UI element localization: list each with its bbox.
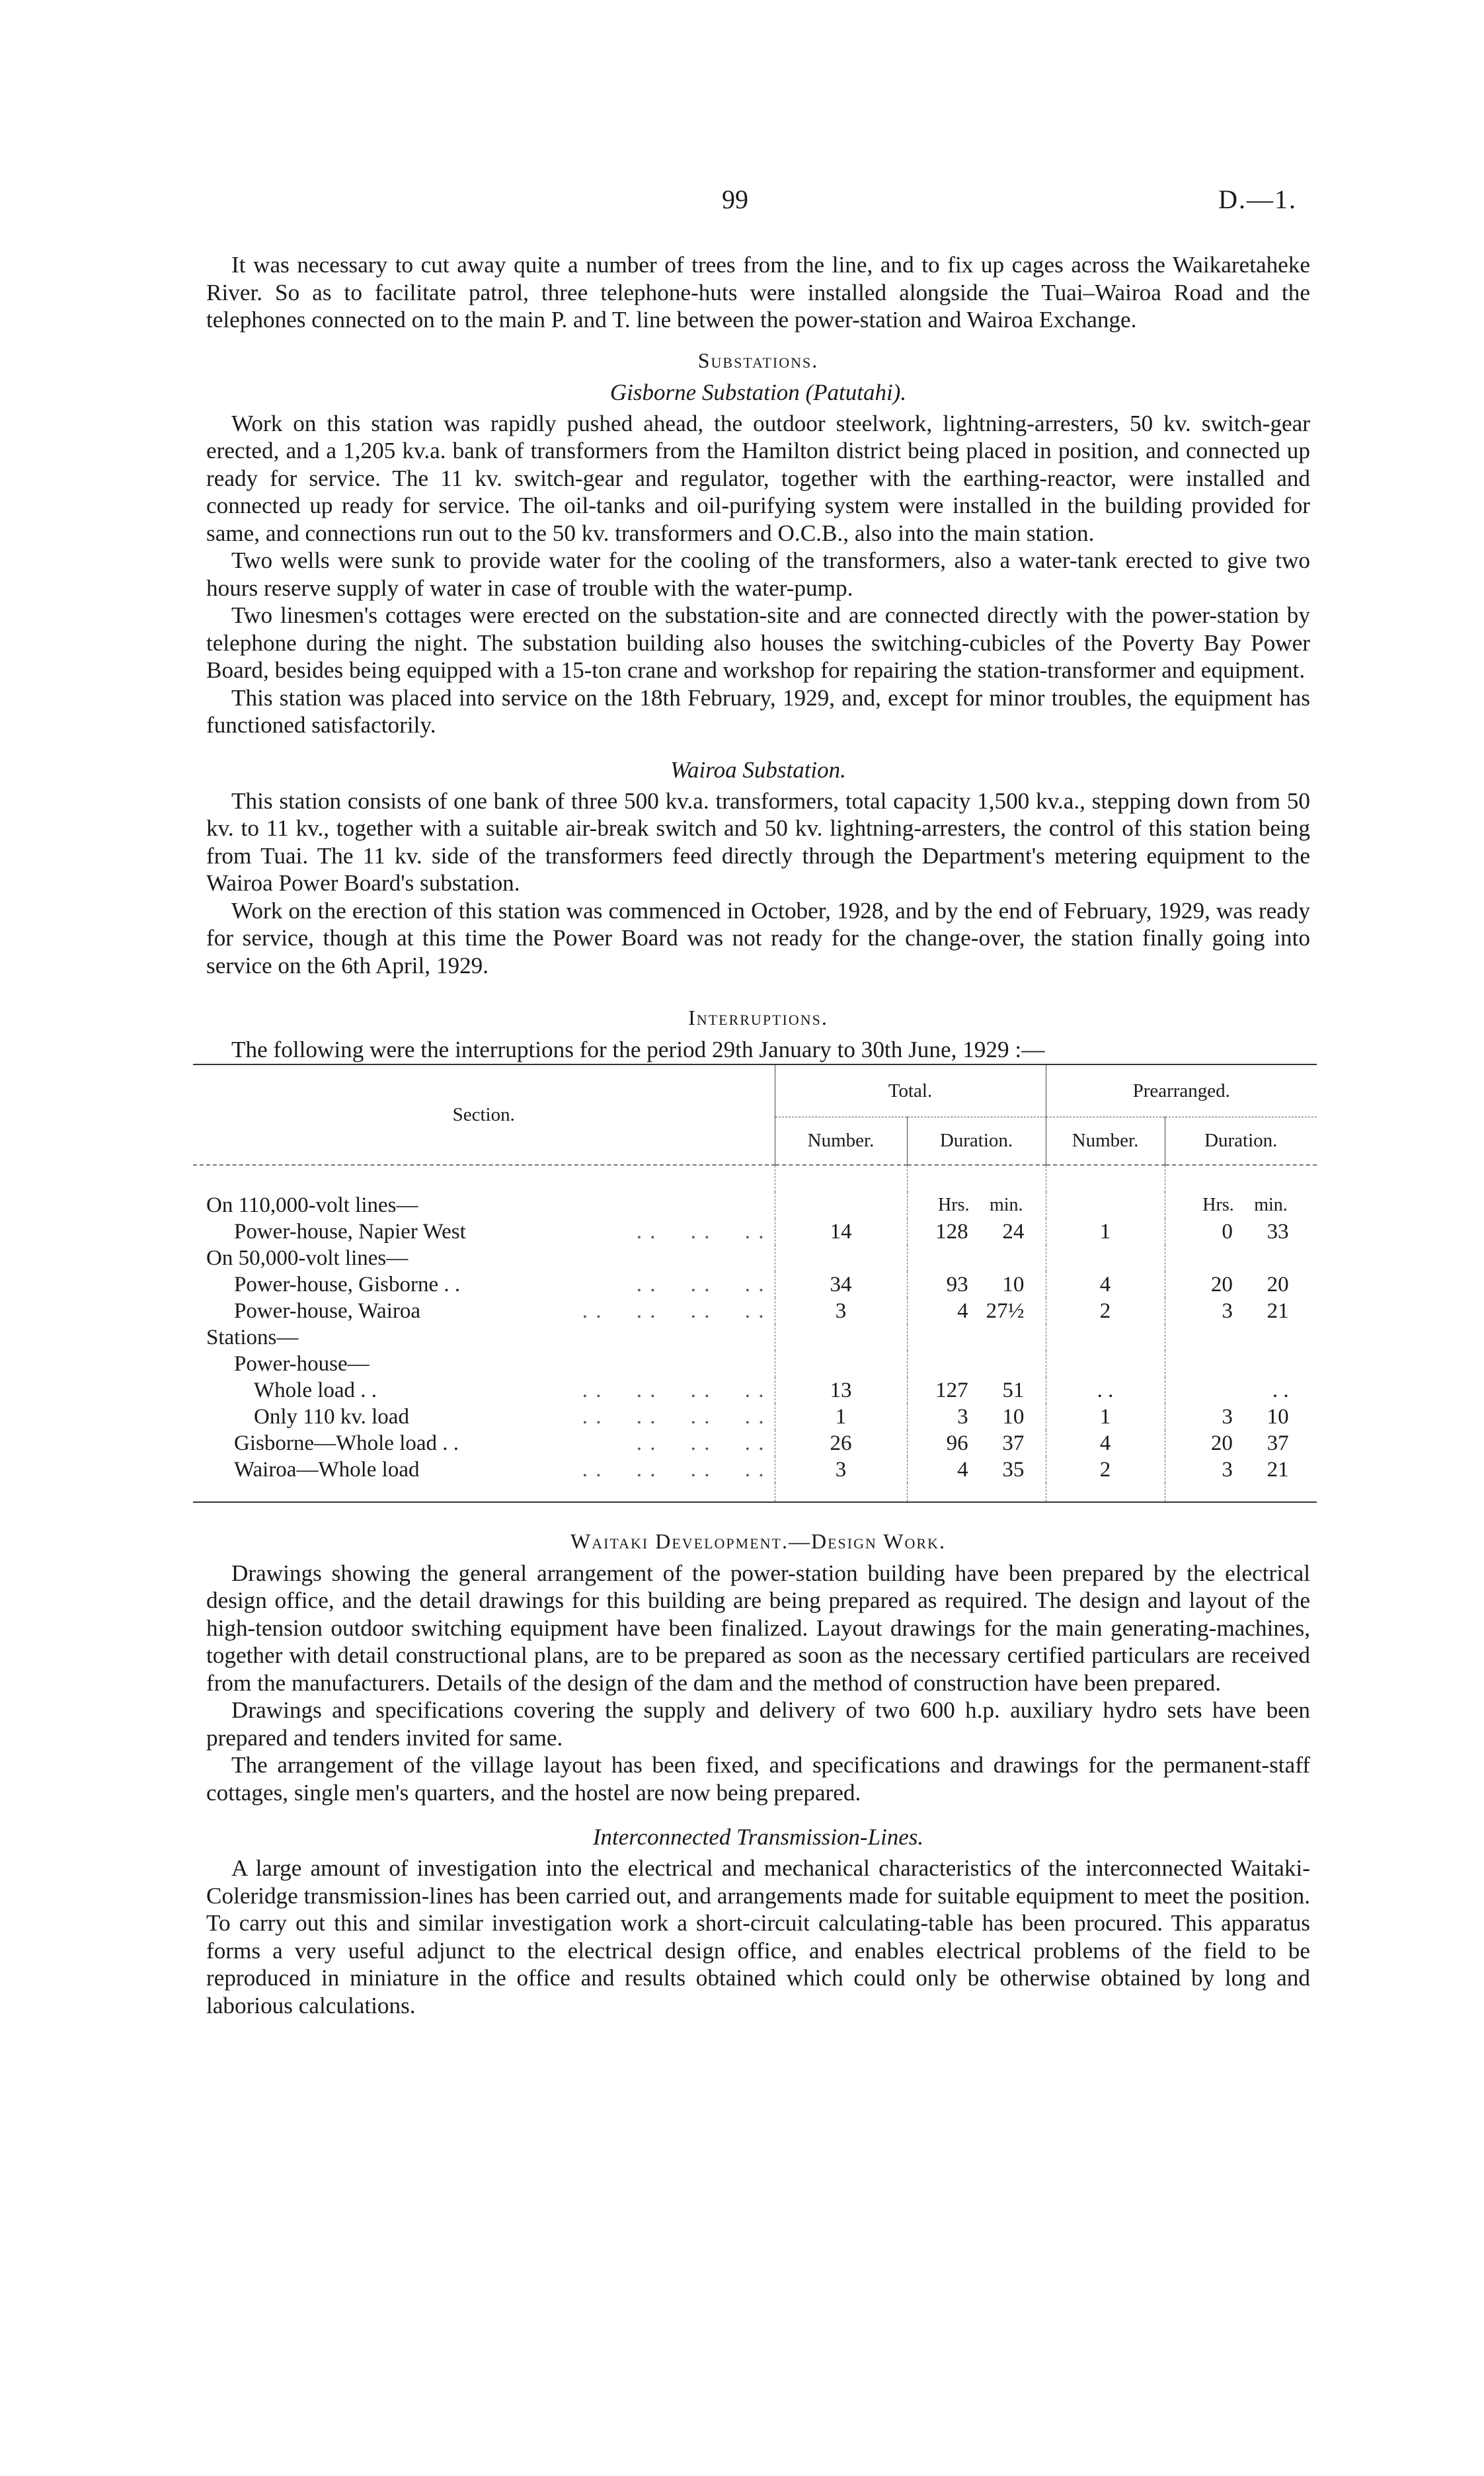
table-row <box>193 1377 1317 1404</box>
total-hours: 4 <box>957 1457 968 1482</box>
total-duration-cell <box>907 1457 1046 1483</box>
prearranged-hours: 0 <box>1222 1219 1233 1244</box>
table-row <box>193 1298 1317 1324</box>
table-row <box>193 1324 1317 1351</box>
prearranged-duration-cell <box>1165 1404 1317 1430</box>
interruptions-heading: Interruptions. <box>688 1006 828 1029</box>
row-label <box>193 1298 775 1324</box>
row-label-text: Power-house, Wairoa <box>234 1298 420 1323</box>
prearranged-duration-cell <box>1165 1351 1317 1377</box>
row-label <box>193 1457 775 1483</box>
total-hours: 128 <box>935 1219 968 1244</box>
total-hours: 4 <box>957 1298 968 1323</box>
prearranged-minutes: 10 <box>1267 1404 1289 1429</box>
prearranged-hours: 20 <box>1210 1272 1233 1297</box>
total-number-header: Number. <box>775 1117 907 1165</box>
row-label-text: Wairoa—Whole load <box>234 1457 420 1482</box>
total-number-cell <box>775 1192 907 1218</box>
prearranged-number-cell <box>1046 1245 1165 1271</box>
total-duration-cell <box>907 1430 1046 1457</box>
waitaki-paragraph: The arrangement of the village layout has been fixed, and specifications and drawings for the permanent-staff cottages, single men's quarters, and the hostel are now being prepared. <box>206 1752 1310 1806</box>
row-label-text: Power-house, Gisborne . . <box>234 1272 461 1297</box>
leader-dots: . . . . . . <box>636 1272 765 1297</box>
row-label-text: On 50,000-volt lines— <box>206 1246 409 1270</box>
prearranged-duration-cell <box>1165 1298 1317 1324</box>
row-label-text: On 110,000-volt lines— <box>206 1193 418 1217</box>
prearranged-number-cell <box>1046 1457 1165 1483</box>
row-label <box>193 1404 775 1430</box>
row-label-text: Stations— <box>206 1325 299 1349</box>
total-minutes: 27½ <box>986 1298 1025 1323</box>
total-number-cell <box>775 1377 907 1404</box>
prearranged-number: 2 <box>1099 1298 1111 1323</box>
prearranged-number: 2 <box>1099 1457 1111 1482</box>
prearranged-minutes: 20 <box>1267 1272 1289 1297</box>
total-number: 3 <box>835 1298 847 1323</box>
prearranged-minutes: 21 <box>1267 1298 1289 1323</box>
prearranged-number-cell <box>1046 1271 1165 1298</box>
prearranged-group-header: Prearranged. <box>1046 1064 1317 1117</box>
interruptions-table <box>193 1064 1317 1503</box>
total-number: 13 <box>830 1378 852 1402</box>
gisborne-paragraph: This station was placed into service on the 18th February, 1929, and, except for minor troubles, the equipment has functioned satisfactorily. <box>206 684 1310 738</box>
gisborne-paragraph: Work on this station was rapidly pushed ahead, the outdoor steelwork, lightning-arresters, 50 kv. switch-gear erected, and a 1,205 kv.a. bank of transformers from the Hamilton district being placed in position, and connected up ready for service. The 11 kv. switch-gear and regulator, together with the earthing-reactor, were installed and connected up ready for service. The oil-tanks and oil-purifying system were installed in the building provided for same, and connections run out to the 50 kv. transformers and O.C.B., also into the main station. <box>206 410 1310 546</box>
prearranged-duration-cell <box>1165 1271 1317 1298</box>
total-number-cell <box>775 1245 907 1271</box>
total-duration-cell <box>907 1377 1046 1404</box>
hours-unit: Hrs. <box>938 1194 970 1215</box>
total-duration-cell <box>907 1351 1046 1377</box>
total-number-cell <box>775 1351 907 1377</box>
substations-heading: Substations. <box>697 348 819 372</box>
intro-paragraph: It was necessary to cut away quite a number of trees from the line, and to fix up cages across the Waikaretaheke River. So as to facilitate patrol, three telephone-huts were installed alongside the Tuai–Wairoa Road and the telephones connected on to the main P. and T. line between the power-station and Wairoa Exchange. <box>206 252 1310 333</box>
prearranged-duration-units <box>1165 1192 1317 1218</box>
total-number: 3 <box>835 1457 847 1482</box>
total-minutes: 24 <box>1002 1219 1025 1244</box>
prearranged-duration-cell <box>1165 1457 1317 1483</box>
total-number-cell <box>775 1298 907 1324</box>
prearranged-hours: 3 <box>1222 1404 1233 1429</box>
total-duration-cell <box>907 1298 1046 1324</box>
row-label <box>193 1245 775 1271</box>
table-row <box>193 1218 1317 1245</box>
table-row <box>193 1245 1317 1271</box>
minutes-unit: min. <box>1254 1194 1288 1215</box>
total-duration-cell <box>907 1218 1046 1245</box>
total-duration-cell <box>907 1245 1046 1271</box>
row-label <box>193 1271 775 1298</box>
prearranged-number: 1 <box>1099 1219 1111 1244</box>
total-number-cell <box>775 1324 907 1351</box>
table-row <box>193 1457 1317 1483</box>
minutes-unit: min. <box>989 1194 1023 1215</box>
section-column-header: Section. <box>452 1103 515 1125</box>
total-duration-cell <box>907 1271 1046 1298</box>
prearranged-duration-header: Duration. <box>1165 1117 1317 1165</box>
prearranged-number-cell <box>1046 1351 1165 1377</box>
page-number: 99 <box>722 184 748 214</box>
document-reference: D.—1. <box>1218 184 1297 214</box>
prearranged-hours: 20 <box>1210 1431 1233 1455</box>
prearranged-number-cell <box>1046 1218 1165 1245</box>
row-label-text: Whole load . . <box>254 1378 377 1402</box>
prearranged-duration-cell <box>1165 1430 1317 1457</box>
row-label <box>193 1218 775 1245</box>
total-hours: 96 <box>946 1431 968 1455</box>
total-minutes: 35 <box>1002 1457 1025 1482</box>
total-number: 1 <box>835 1404 847 1429</box>
prearranged-duration-cell <box>1165 1245 1317 1271</box>
prearranged-number: . . <box>1097 1378 1114 1402</box>
row-label <box>193 1377 775 1404</box>
row-label <box>193 1192 775 1218</box>
prearranged-number-cell <box>1046 1298 1165 1324</box>
prearranged-number: 4 <box>1099 1272 1111 1297</box>
wairoa-paragraph: Work on the erection of this station was commenced in October, 1928, and by the end of February, 1929, was ready for service, though at this time the Power Board was not ready for the change-over, the station finally going into service on the 6th April, 1929. <box>206 897 1310 978</box>
leader-dots: . . . . . . . . <box>582 1404 765 1429</box>
total-duration-cell <box>907 1324 1046 1351</box>
total-number: 34 <box>830 1272 852 1297</box>
prearranged-number-cell <box>1046 1404 1165 1430</box>
prearranged-number-cell <box>1046 1377 1165 1404</box>
total-minutes: 10 <box>1002 1404 1025 1429</box>
prearranged-hours: 3 <box>1222 1457 1233 1482</box>
total-number: 26 <box>830 1431 852 1455</box>
prearranged-minutes: 21 <box>1267 1457 1289 1482</box>
row-label <box>193 1351 775 1377</box>
table-row <box>193 1271 1317 1298</box>
prearranged-number-cell <box>1046 1430 1165 1457</box>
total-hours: 3 <box>957 1404 968 1429</box>
leader-dots: . . . . . . <box>636 1219 765 1244</box>
total-duration-units <box>907 1192 1046 1218</box>
prearranged-hours: 3 <box>1222 1298 1233 1323</box>
leader-dots: . . . . . . . . <box>582 1378 765 1402</box>
row-label-text: Only 110 kv. load <box>254 1404 409 1429</box>
waitaki-paragraph: Drawings showing the general arrangement of the power-station building have been prepared by the electrical design office, and the detail drawings for this building are being prepared as required. The design and layout of the high-tension outdoor switching equipment have been finalized. Layout drawings for the main generating-machines, together with detail constructional plans, are to be prepared as soon as the necessary certified particulars are received from the manufacturers. Details of the design of the dam and the method of construction have been prepared. <box>206 1560 1310 1696</box>
total-number: 14 <box>830 1219 852 1244</box>
prearranged-number-cell <box>1046 1192 1165 1218</box>
gisborne-paragraph: Two wells were sunk to provide water for the cooling of the transformers, also a water-tank erected to give two hours reserve supply of water in case of trouble with the water-pump. <box>206 547 1310 601</box>
prearranged-minutes: 37 <box>1267 1431 1289 1455</box>
leader-dots: . . . . . . . . <box>582 1457 765 1482</box>
prearranged-duration-cell <box>1165 1324 1317 1351</box>
page-content <box>206 251 1310 2019</box>
prearranged-minutes: . . <box>1272 1378 1289 1402</box>
prearranged-number-cell <box>1046 1324 1165 1351</box>
table-row <box>193 1430 1317 1457</box>
total-minutes: 37 <box>1002 1431 1025 1455</box>
transmission-heading: Interconnected Transmission-Lines. <box>592 1824 924 1850</box>
total-duration-header: Duration. <box>907 1117 1046 1165</box>
prearranged-number-header: Number. <box>1046 1117 1165 1165</box>
prearranged-duration-cell <box>1165 1377 1317 1404</box>
gisborne-paragraph: Two linesmen's cottages were erected on the substation-site and are connected directly with the power-station by telephone during the night. The substation building also houses the switching-cubicles of the Poverty Bay Power Board, besides being equipped with a 15-ton crane and workshop for repairing the station-transformer and equipment. <box>206 602 1310 683</box>
transmission-paragraph: A large amount of investigation into the electrical and mechanical characteristics of the interconnected Waitaki-Coleridge transmission-lines has been carried out, and arrangements made for suitable equipment to meet the position. To carry out this and similar investigation work a short-circuit calculating-table has been procured. This apparatus forms a very useful adjunct to the electrical design office, and enables electrical problems of the field to be reproduced in miniature in the office and results obtained which could only be otherwise obtained by long and laborious calculations. <box>206 1855 1310 2018</box>
total-number-cell <box>775 1430 907 1457</box>
waitaki-heading: Waitaki Development.—Design Work. <box>570 1529 946 1553</box>
prearranged-minutes: 33 <box>1267 1219 1289 1244</box>
interruptions-table-body <box>193 1192 1317 1483</box>
total-duration-cell <box>907 1404 1046 1430</box>
prearranged-number: 1 <box>1099 1404 1111 1429</box>
total-minutes: 51 <box>1002 1378 1025 1402</box>
total-number-cell <box>775 1404 907 1430</box>
row-label-text: Power-house— <box>234 1351 370 1376</box>
prearranged-duration-cell <box>1165 1218 1317 1245</box>
prearranged-number: 4 <box>1099 1431 1111 1455</box>
interruptions-intro: The following were the interruptions for the period 29th January to 30th June, 1929 :— <box>231 1037 1045 1062</box>
total-number-cell <box>775 1218 907 1245</box>
total-hours: 93 <box>946 1272 968 1297</box>
leader-dots: . . . . . . <box>636 1431 765 1455</box>
row-label <box>193 1324 775 1351</box>
row-label-text: Gisborne—Whole load . . <box>234 1431 459 1455</box>
table-row <box>193 1192 1317 1218</box>
table-row <box>193 1404 1317 1430</box>
page-header <box>206 179 1310 218</box>
leader-dots: . . . . . . . . <box>582 1298 765 1323</box>
row-label <box>193 1430 775 1457</box>
wairoa-paragraph: This station consists of one bank of three 500 kv.a. transformers, total capacity 1,500 kv.a., stepping down from 50 kv. to 11 kv., together with a suitable air-break switch and 50 kv. lightning-arresters, the control of this station being from Tuai. The 11 kv. side of the transformers feed directly through the Department's metering equipment to the Wairoa Power Board's substation. <box>206 787 1310 896</box>
gisborne-substation-heading: Gisborne Substation (Patutahi). <box>609 379 907 405</box>
total-number-cell <box>775 1457 907 1483</box>
waitaki-paragraph: Drawings and specifications covering the supply and delivery of two 600 h.p. auxiliary hydro sets have been prepared and tenders invited for same. <box>206 1697 1310 1751</box>
total-number-cell <box>775 1271 907 1298</box>
row-label-text: Power-house, Napier West <box>234 1219 466 1244</box>
hours-unit: Hrs. <box>1202 1194 1234 1215</box>
total-minutes: 10 <box>1002 1272 1025 1297</box>
total-hours: 127 <box>935 1378 968 1402</box>
table-row <box>193 1351 1317 1377</box>
total-group-header: Total. <box>775 1064 1046 1117</box>
wairoa-substation-heading: Wairoa Substation. <box>670 756 846 783</box>
